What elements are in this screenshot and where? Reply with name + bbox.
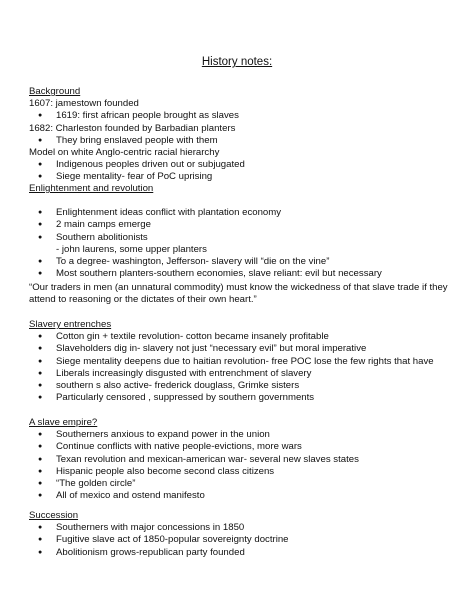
list-item: ● Continue conflicts with native people-evictions, more wars [29, 441, 459, 453]
section-heading: Enlightenment and revolution [29, 183, 154, 194]
bullet-list [29, 207, 459, 244]
list-item: ● Most southern planters-southern economies, slave reliant: evil but necessary [29, 268, 459, 280]
section-heading: Slavery entrenches [29, 319, 112, 330]
quote-paragraph [29, 282, 457, 306]
list-item: ● Abolitionism grows-republican party founded [29, 547, 459, 559]
list-item: ● southern s also active- frederick douglass, Grimke sisters [29, 380, 459, 392]
sub-note: - john laurens, some upper planters [56, 243, 207, 255]
list-item: ● Slaveholders dig in- slavery not just “necessary evil” but moral imperative [29, 343, 459, 355]
list-item: ● 1619: first african people brought as slaves [29, 110, 459, 122]
section-empire [29, 417, 459, 502]
bullet-list [29, 331, 459, 404]
list-item: ● Southerners with major concessions in 1850 [29, 522, 459, 534]
list-item: ● Cotton gin + textile revolution- cotton became insanely profitable [29, 331, 459, 343]
list-item: ● Fugitive slave act of 1850-popular sovereignty doctrine [29, 534, 459, 546]
section-background [29, 86, 459, 184]
list-item: ● They bring enslaved people with them [29, 135, 459, 147]
section-slavery [29, 319, 459, 404]
bullet-list [29, 135, 459, 147]
bullet-list [29, 522, 459, 559]
list-item: ● Liberals increasingly disgusted with entrenchment of slavery [29, 368, 459, 380]
list-item: ● All of mexico and ostend manifesto [29, 490, 459, 502]
list-item: ● Indigenous peoples driven out or subjugated [29, 159, 459, 171]
list-item: ● Southerners anxious to expand power in the union [29, 429, 459, 441]
bullet-list [29, 429, 459, 502]
text-line: 1607: jamestown founded [29, 98, 139, 110]
list-item: ● 2 main camps emerge [29, 219, 459, 231]
section-succession [29, 510, 459, 559]
text-line: Model on white Anglo-centric racial hierarchy [29, 147, 220, 159]
section-enlightenment [29, 183, 459, 280]
list-item: ● Siege mentality deepens due to haitian revolution- free POC lose the few rights that have [29, 356, 436, 368]
bullet-list [29, 256, 459, 280]
list-item: ● Enlightenment ideas conflict with plantation economy [29, 207, 459, 219]
section-heading: A slave empire? [29, 417, 98, 428]
quote-text: “Our traders in men (an unnatural commodity) must know the wickedness of that slave trade if they attend to reasoning or the dictates of their own heart.” [29, 282, 448, 306]
list-item: ● Hispanic people also become second class citizens [29, 466, 459, 478]
bullet-list [29, 110, 459, 122]
page-title: History notes: [201, 56, 273, 68]
section-heading: Succession [29, 510, 79, 521]
list-item: ● To a degree- washington, Jefferson- slavery will “die on the vine” [29, 256, 459, 268]
section-heading: Background [29, 86, 81, 97]
bullet-list [29, 159, 459, 183]
text-line: 1682: Charleston founded by Barbadian planters [29, 122, 236, 134]
list-item: ● “The golden circle” [29, 478, 459, 490]
list-item: ● Southern abolitionists [29, 232, 459, 244]
list-item: ● Particularly censored , suppressed by southern governments [29, 392, 459, 404]
list-item: ● Texan revolution and mexican-american war- several new slaves states [29, 454, 459, 466]
list-item: ● Siege mentality- fear of PoC uprising [29, 171, 459, 183]
